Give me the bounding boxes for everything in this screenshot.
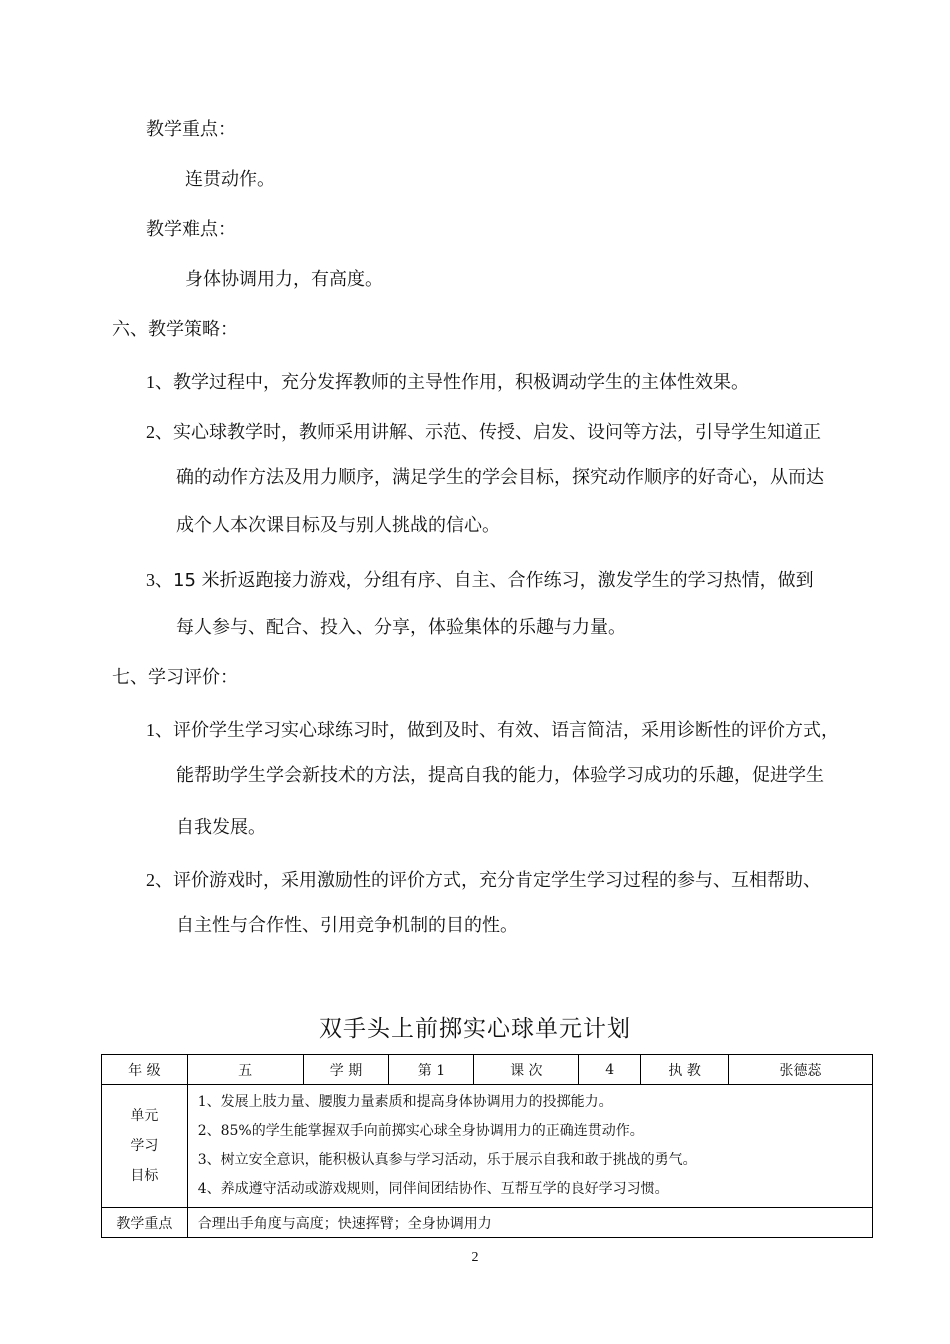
goal-item: 3、树立安全意识，能积极认真参与学习活动，乐于展示自我和敢于挑战的勇气。: [197, 1152, 697, 1168]
strategy-item-3: [146, 568, 814, 593]
key-point-label: 教学重点：: [146, 119, 236, 140]
strategy-item-1: [146, 370, 749, 395]
strategy-heading: 六、教学策略：: [112, 319, 238, 340]
grade-label: 年 级: [102, 1055, 188, 1085]
evaluation-item-line: 评价学生学习实心球练习时，做到及时、有效、语言简洁，采用诊断性的评价方式，: [173, 720, 839, 741]
goal-item: 4、养成遵守活动或游戏规则，同伴间团结协作、互帮互学的良好学习习惯。: [197, 1181, 669, 1197]
evaluation-heading: 七、学习评价：: [112, 667, 238, 688]
goal-item: 2、85%的学生能掌握双手向前掷实心球全身协调用力的正确连贯动作。: [197, 1123, 644, 1139]
difficulty-label: 教学难点：: [146, 219, 236, 240]
unit-plan-table: [101, 1054, 873, 1238]
term-value: 第 1: [389, 1055, 474, 1085]
goal-item: 1、发展上肢力量、腰腹力量素质和提高身体协调用力的投掷能力。: [197, 1094, 613, 1110]
evaluation-item-line: 自主性与合作性、引用竞争机制的目的性。: [176, 915, 518, 936]
focus-text: 合理出手角度与高度；快速挥臂；全身协调用力: [187, 1208, 872, 1238]
evaluation-item-number: 2、: [146, 870, 173, 890]
page-number: 2: [471, 1250, 479, 1265]
strategy-item-2: [146, 420, 821, 445]
plan-title: 双手头上前掷实心球单元计划: [319, 1016, 631, 1042]
strategy-item-line: 确的动作方法及用力顺序，满足学生的学会目标，探究动作顺序的好奇心，从而达: [176, 467, 824, 488]
evaluation-item-number: 1、: [146, 720, 173, 740]
strategy-item-line: 每人参与、配合、投入、分享，体验集体的乐趣与力量。: [176, 617, 626, 638]
goals-label-line: 单元: [130, 1108, 159, 1124]
strategy-item-number: 2、: [146, 422, 173, 442]
evaluation-item-line: 能帮助学生学会新技术的方法，提高自我的能力，体验学习成功的乐趣，促进学生: [176, 765, 824, 786]
key-point-text: 连贯动作。: [185, 169, 275, 190]
evaluation-item-line: 自我发展。: [176, 817, 266, 838]
strategy-item-line: 15 米折返跑接力游戏，分组有序、自主、合作练习，激发学生的学习热情，做到: [173, 570, 814, 591]
grade-value: 五: [187, 1055, 303, 1085]
goals-label-line: 学习: [130, 1138, 159, 1154]
term-label: 学 期: [303, 1055, 389, 1085]
lesson-label: 课 次: [474, 1055, 579, 1085]
goals-label-line: 目标: [130, 1168, 159, 1184]
evaluation-item-2: [146, 868, 821, 893]
table-header-row: [102, 1055, 873, 1085]
strategy-item-line: 教学过程中，充分发挥教师的主导性作用，积极调动学生的主体性效果。: [173, 372, 749, 393]
strategy-item-number: 3、: [146, 570, 173, 590]
strategy-item-line: 实心球教学时，教师采用讲解、示范、传授、启发、设问等方法，引导学生知道正: [173, 422, 821, 443]
goals-label: [102, 1085, 188, 1208]
teacher-label: 执 教: [641, 1055, 729, 1085]
evaluation-item-line: 评价游戏时，采用激励性的评价方式，充分肯定学生学习过程的参与、互相帮助、: [173, 870, 821, 891]
goals-row: [102, 1085, 873, 1208]
teacher-value: 张德蕊: [729, 1055, 873, 1085]
strategy-item-number: 1、: [146, 372, 173, 392]
strategy-item-line: 成个人本次课目标及与别人挑战的信心。: [176, 515, 500, 536]
goals-content: [187, 1085, 872, 1208]
focus-label: 教学重点: [102, 1208, 188, 1238]
focus-row: [102, 1208, 873, 1238]
difficulty-text: 身体协调用力，有高度。: [185, 269, 383, 290]
lesson-value: 4: [579, 1055, 641, 1085]
evaluation-item-1: [146, 718, 839, 743]
